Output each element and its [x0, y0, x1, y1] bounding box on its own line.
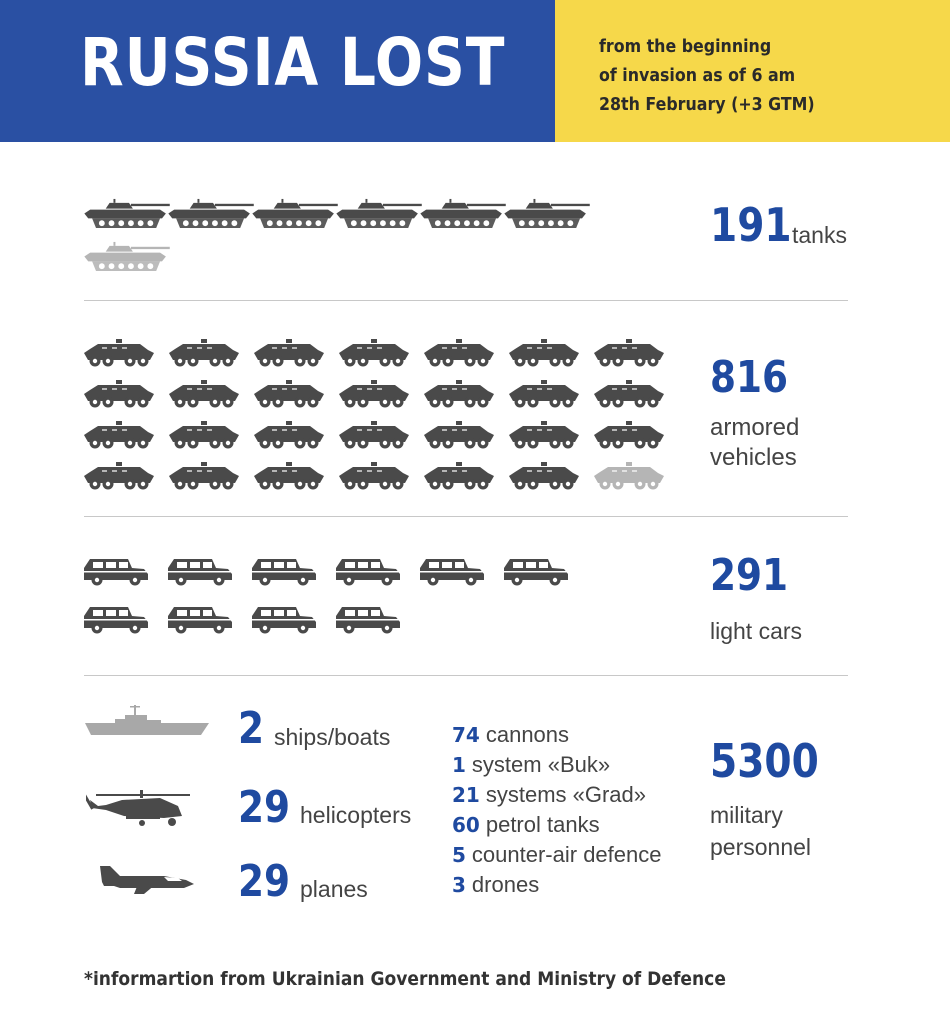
armored-vehicle-icon: [169, 379, 239, 409]
car-icon: [168, 556, 232, 586]
armored-vehicle-icon: [254, 338, 324, 368]
personnel-label-line2: personnel: [710, 834, 812, 860]
planes-count: 29: [238, 856, 291, 907]
ships-label: ships/boats: [274, 724, 391, 750]
other-loss-item: [452, 722, 569, 748]
car-icon: [84, 556, 148, 586]
armored-vehicle-icon: [424, 461, 494, 491]
footnote: *informartion from Ukrainian Government and Ministry of Defence: [84, 968, 726, 990]
tank-icon: [84, 197, 174, 230]
armored-vehicle-icon: [84, 461, 154, 491]
car-icon: [336, 556, 400, 586]
other-loss-label: system «Buk»: [471, 752, 611, 777]
subtitle-line-2: of invasion as of 6 am: [599, 65, 796, 86]
armored-vehicle-icon: [254, 461, 324, 491]
ships-count: 2: [238, 703, 265, 754]
tank-icon: [420, 197, 510, 230]
armored-vehicle-icon: [424, 420, 494, 450]
armored-vehicle-icon: [594, 338, 664, 368]
car-icon: [168, 604, 232, 634]
armored-vehicle-icon: [594, 379, 664, 409]
car-icon: [84, 604, 148, 634]
car-icon: [504, 556, 568, 586]
tanks-count: 191: [710, 198, 792, 252]
armored-vehicle-icon: [509, 420, 579, 450]
armored-vehicle-icon: [339, 420, 409, 450]
tank-icon: [504, 197, 594, 230]
other-loss-item: [452, 752, 610, 778]
armored-vehicle-icon: [509, 379, 579, 409]
tank-icon: [336, 197, 426, 230]
armored-vehicle-icon: [339, 379, 409, 409]
section-divider: [84, 516, 848, 517]
ship-icon: [85, 703, 209, 739]
personnel-label-line1: military: [710, 802, 783, 828]
armored-label-line2: vehicles: [710, 444, 797, 471]
other-loss-item: [452, 782, 646, 808]
car-icon: [420, 556, 484, 586]
armored-vehicle-icon: [509, 461, 579, 491]
other-loss-label: cannons: [485, 722, 570, 747]
armored-vehicle-icon: [169, 420, 239, 450]
other-loss-count: 21: [452, 783, 480, 807]
armored-vehicle-icon: [169, 461, 239, 491]
personnel-count: 5300: [710, 734, 819, 788]
car-icon: [252, 604, 316, 634]
planes-label: planes: [300, 876, 368, 902]
helicopter-icon: [86, 786, 190, 830]
other-loss-label: counter-air defence: [471, 842, 662, 867]
tanks-label: tanks: [792, 222, 847, 248]
other-loss-label: drones: [471, 872, 540, 897]
header-subtitle: [599, 32, 889, 119]
other-loss-count: 5: [452, 843, 466, 867]
car-icon: [252, 556, 316, 586]
armored-count: 816: [710, 352, 789, 403]
other-loss-label: systems «Grad»: [485, 782, 647, 807]
tank-icon: [84, 240, 174, 273]
tank-icon: [168, 197, 258, 230]
armored-vehicle-icon: [84, 338, 154, 368]
helicopters-label: helicopters: [300, 802, 412, 828]
cars-label: light cars: [710, 618, 803, 644]
subtitle-line-1: from the beginning: [599, 36, 772, 57]
other-loss-label: petrol tanks: [485, 812, 600, 837]
page-title: RUSSIA LOST: [80, 24, 506, 101]
armored-vehicle-icon: [594, 420, 664, 450]
armored-vehicle-icon: [84, 420, 154, 450]
armored-vehicle-icon: [594, 461, 664, 491]
armored-vehicle-icon: [509, 338, 579, 368]
armored-vehicle-icon: [424, 379, 494, 409]
header-yellow-panel: [555, 0, 950, 142]
armored-vehicle-icon: [339, 338, 409, 368]
armored-vehicle-icon: [254, 379, 324, 409]
armored-vehicle-icon: [424, 338, 494, 368]
car-icon: [336, 604, 400, 634]
tank-icon: [252, 197, 342, 230]
other-loss-count: 60: [452, 813, 480, 837]
other-loss-count: 1: [452, 753, 466, 777]
armored-vehicle-icon: [339, 461, 409, 491]
plane-icon: [98, 864, 194, 894]
armored-vehicle-icon: [254, 420, 324, 450]
armored-vehicle-icon: [84, 379, 154, 409]
other-loss-item: [452, 842, 661, 868]
other-loss-item: [452, 812, 600, 838]
header-blue-panel: [0, 0, 555, 142]
section-divider: [84, 300, 848, 301]
cars-count: 291: [710, 550, 789, 601]
armored-label-line1: armored: [710, 414, 800, 441]
armored-vehicle-icon: [169, 338, 239, 368]
subtitle-line-3: 28th February (+3 GTM): [599, 94, 815, 115]
other-loss-count: 3: [452, 873, 466, 897]
helicopters-count: 29: [238, 782, 291, 833]
section-divider: [84, 675, 848, 676]
other-loss-count: 74: [452, 723, 480, 747]
other-loss-item: [452, 872, 539, 898]
